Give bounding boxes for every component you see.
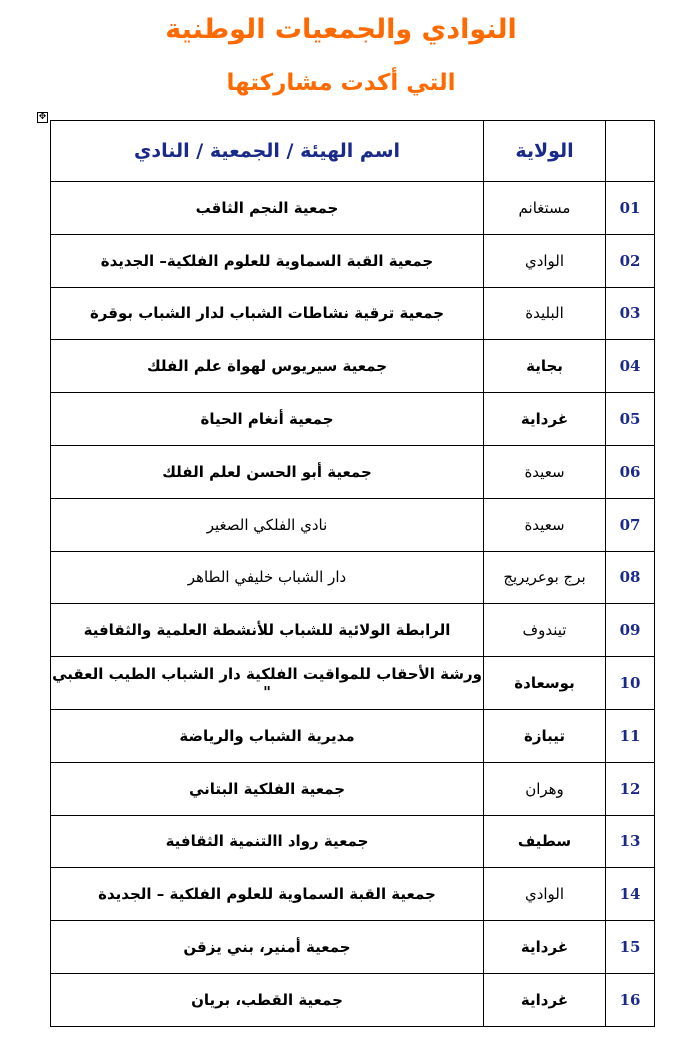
row-number: 03 — [606, 287, 655, 340]
clubs-table — [50, 120, 655, 1027]
table-row — [51, 287, 655, 340]
wilaya-name: مستغانم — [484, 182, 606, 235]
row-number: 06 — [606, 445, 655, 498]
row-number: 09 — [606, 604, 655, 657]
association-name: دار الشباب خليفي الطاهر — [51, 551, 484, 604]
wilaya-name: الوادي — [484, 868, 606, 921]
move-handle-icon[interactable]: ✥ — [38, 112, 47, 122]
row-number: 14 — [606, 868, 655, 921]
row-number: 12 — [606, 762, 655, 815]
table-row — [51, 393, 655, 446]
wilaya-name: البليدة — [484, 287, 606, 340]
header-name: اسم الهيئة / الجمعية / النادي — [51, 121, 484, 182]
association-name: جمعية القبة السماوية للعلوم الفلكية– الجديدة — [51, 234, 484, 287]
association-name: جمعية أبو الحسن لعلم الفلك — [51, 445, 484, 498]
row-number: 13 — [606, 815, 655, 868]
table-row — [51, 709, 655, 762]
row-number: 02 — [606, 234, 655, 287]
table-row — [51, 657, 655, 710]
table-row — [51, 973, 655, 1026]
table-row — [51, 340, 655, 393]
wilaya-name: سعيدة — [484, 498, 606, 551]
header-wilaya: الولاية — [484, 121, 606, 182]
association-name: جمعية سيريوس لهواة علم الفلك — [51, 340, 484, 393]
row-number: 15 — [606, 921, 655, 974]
table-row — [51, 604, 655, 657]
table-row — [51, 498, 655, 551]
table-row — [51, 762, 655, 815]
row-number: 11 — [606, 709, 655, 762]
row-number: 10 — [606, 657, 655, 710]
row-number: 07 — [606, 498, 655, 551]
wilaya-name: غرداية — [484, 921, 606, 974]
association-name: جمعية الفلكية البتاني — [51, 762, 484, 815]
wilaya-name: تيندوف — [484, 604, 606, 657]
row-number: 05 — [606, 393, 655, 446]
row-number: 01 — [606, 182, 655, 235]
table-row — [51, 182, 655, 235]
wilaya-name: بوسعادة — [484, 657, 606, 710]
row-number: 04 — [606, 340, 655, 393]
row-number: 16 — [606, 973, 655, 1026]
association-name: ورشة الأحقاب للمواقيت الفلكية دار الشباب الطيب العقبي " — [51, 657, 484, 710]
table-row — [51, 551, 655, 604]
wilaya-name: غرداية — [484, 973, 606, 1026]
table-row — [51, 234, 655, 287]
row-number: 08 — [606, 551, 655, 604]
association-name: جمعية رواد االتنمية الثقافية — [51, 815, 484, 868]
wilaya-name: غرداية — [484, 393, 606, 446]
association-name: جمعية أنغام الحياة — [51, 393, 484, 446]
association-name: جمعية القطب، بريان — [51, 973, 484, 1026]
header-number — [606, 121, 655, 182]
association-name: جمعية أمنير، بني يزقن — [51, 921, 484, 974]
association-name: جمعية ترقية نشاطات الشباب لدار الشباب بوقرة — [51, 287, 484, 340]
table-header-row — [51, 121, 655, 182]
wilaya-name: وهران — [484, 762, 606, 815]
association-name: جمعية النجم الثاقب — [51, 182, 484, 235]
association-name: مديرية الشباب والرياضة — [51, 709, 484, 762]
table-row — [51, 921, 655, 974]
table-row — [51, 445, 655, 498]
wilaya-name: سعيدة — [484, 445, 606, 498]
wilaya-name: بجاية — [484, 340, 606, 393]
wilaya-name: تيبازة — [484, 709, 606, 762]
wilaya-name: الوادي — [484, 234, 606, 287]
association-name: الرابطة الولائية للشباب للأنشطة العلمية والثقافية — [51, 604, 484, 657]
document-subtitle: التي أكدت مشاركتها — [226, 70, 456, 96]
wilaya-name: برج بوعريريج — [484, 551, 606, 604]
table-row — [51, 815, 655, 868]
association-name: نادي الفلكي الصغير — [51, 498, 484, 551]
association-name: جمعية القبة السماوية للعلوم الفلكية – الجديدة — [51, 868, 484, 921]
table-row — [51, 868, 655, 921]
wilaya-name: سطيف — [484, 815, 606, 868]
document-title: النوادي والجمعيات الوطنية — [165, 14, 517, 45]
